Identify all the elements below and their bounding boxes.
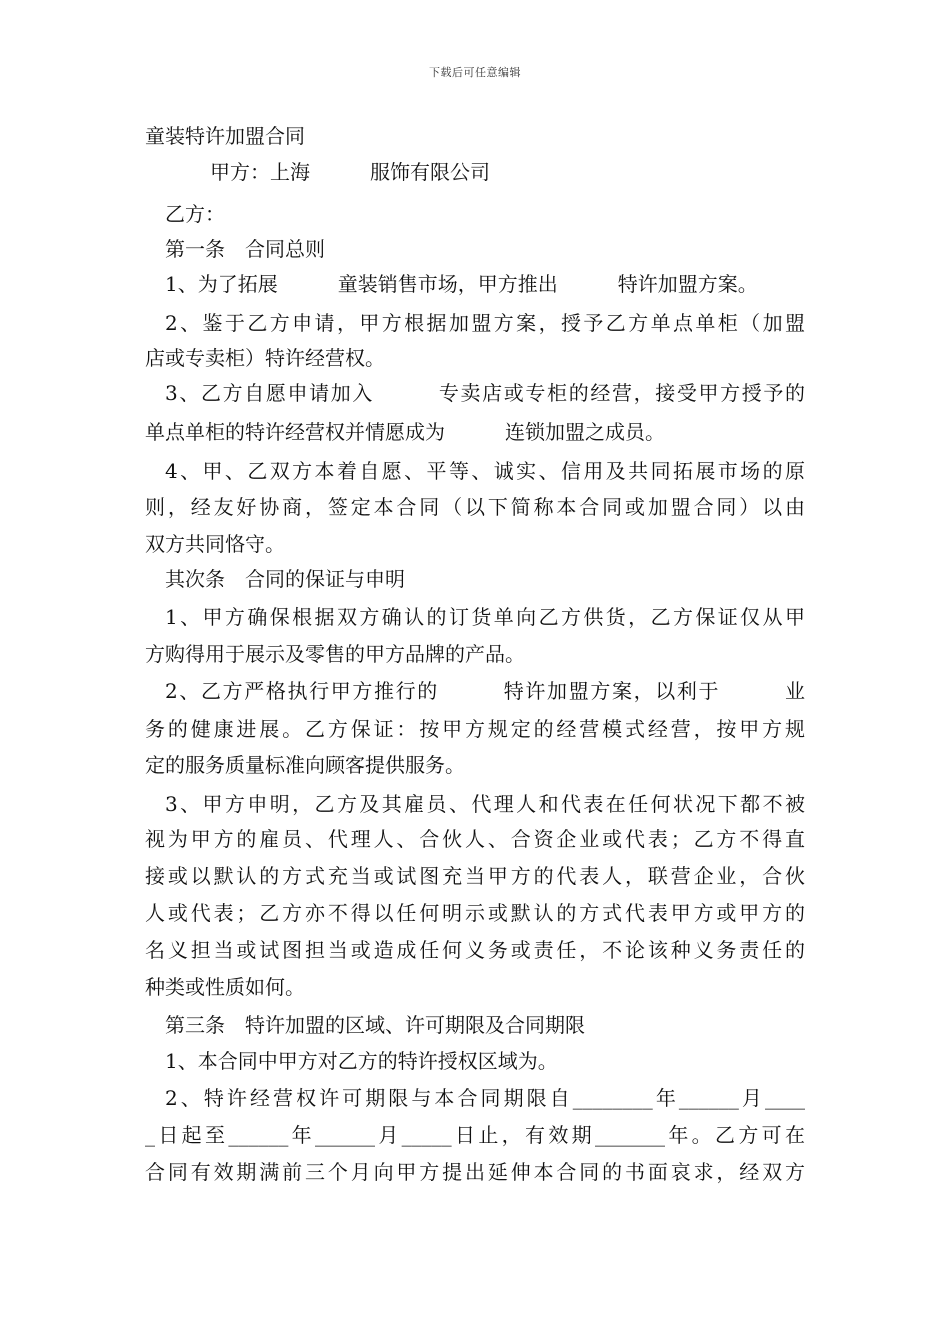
clause-2-2-line-1: 2、乙方严格执行甲方推行的 特许加盟方案，以利于 业 <box>165 679 805 703</box>
clause-2-3-line-4: 人或代表；乙方亦不得以任何明示或默认的方式代表甲方或甲方的 <box>145 901 805 925</box>
clause-2-3-line-6: 种类或性质如何。 <box>145 975 305 999</box>
article-2-heading: 其次条 合同的保证与申明 <box>165 567 405 591</box>
clause-2-3-line-2: 视为甲方的雇员、代理人、合伙人、合资企业或代表；乙方不得直 <box>145 827 805 851</box>
article-3-heading: 第三条 特许加盟的区域、许可期限及合同期限 <box>165 1013 585 1037</box>
clause-2-3-line-5: 名义担当或试图担当或造成任何义务或责任，不论该种义务责任的 <box>145 938 805 962</box>
article-1-heading: 第一条 合同总则 <box>165 237 325 261</box>
clause-2-1-line-2: 方购得用于展示及零售的甲方品牌的产品。 <box>145 642 525 666</box>
header-note: 下载后可任意编辑 <box>429 66 521 79</box>
clause-1-2-line-2: 店或专卖柜）特许经营权。 <box>145 346 385 370</box>
clause-3-2-line-3: 合同有效期满前三个月向甲方提出延伸本合同的书面哀求，经双方 <box>145 1160 805 1184</box>
clause-2-3-line-3: 接或以默认的方式充当或试图充当甲方的代表人，联营企业，合伙 <box>145 864 805 888</box>
document-title: 童装特许加盟合同 <box>145 124 305 148</box>
clause-1-4-line-2: 则，经友好协商，签定本合同（以下简称本合同或加盟合同）以由 <box>145 495 805 519</box>
clause-1-3-line-1: 3、乙方自愿申请加入 专卖店或专柜的经营，接受甲方授予的 <box>165 381 805 405</box>
clause-1-1: 1、为了拓展 童装销售市场，甲方推出 特许加盟方案。 <box>165 272 758 296</box>
clause-3-2-line-1: 2、特许经营权许可期限与本合同期限自________年______月____ <box>165 1086 805 1110</box>
party-b-line: 乙方： <box>165 202 225 226</box>
clause-1-3-line-2: 单点单柜的特许经营权并情愿成为 连锁加盟之成员。 <box>145 420 665 444</box>
clause-1-2-line-1: 2、鉴于乙方申请，甲方根据加盟方案，授予乙方单点单柜（加盟 <box>165 311 805 335</box>
clause-1-4-line-1: 4、甲、乙双方本着自愿、平等、诚实、信用及共同拓展市场的原 <box>165 459 805 483</box>
clause-2-2-line-3: 定的服务质量标准向顾客提供服务。 <box>145 753 465 777</box>
clause-3-1: 1、本合同中甲方对乙方的特许授权区域为。 <box>165 1049 558 1073</box>
clause-2-2-line-2: 务的健康进展。乙方保证：按甲方规定的经营模式经营，按甲方规 <box>145 717 805 741</box>
party-a-line: 甲方：上海 服饰有限公司 <box>210 160 490 184</box>
clause-2-1-line-1: 1、甲方确保根据双方确认的订货单向乙方供货，乙方保证仅从甲 <box>165 605 805 629</box>
clause-1-4-line-3: 双方共同恪守。 <box>145 532 285 556</box>
clause-2-3-line-1: 3、甲方申明，乙方及其雇员、代理人和代表在任何状况下都不被 <box>165 792 805 816</box>
clause-3-2-line-2: _日起至______年______月_____日止，有效期_______年。乙方可在 <box>145 1123 805 1147</box>
